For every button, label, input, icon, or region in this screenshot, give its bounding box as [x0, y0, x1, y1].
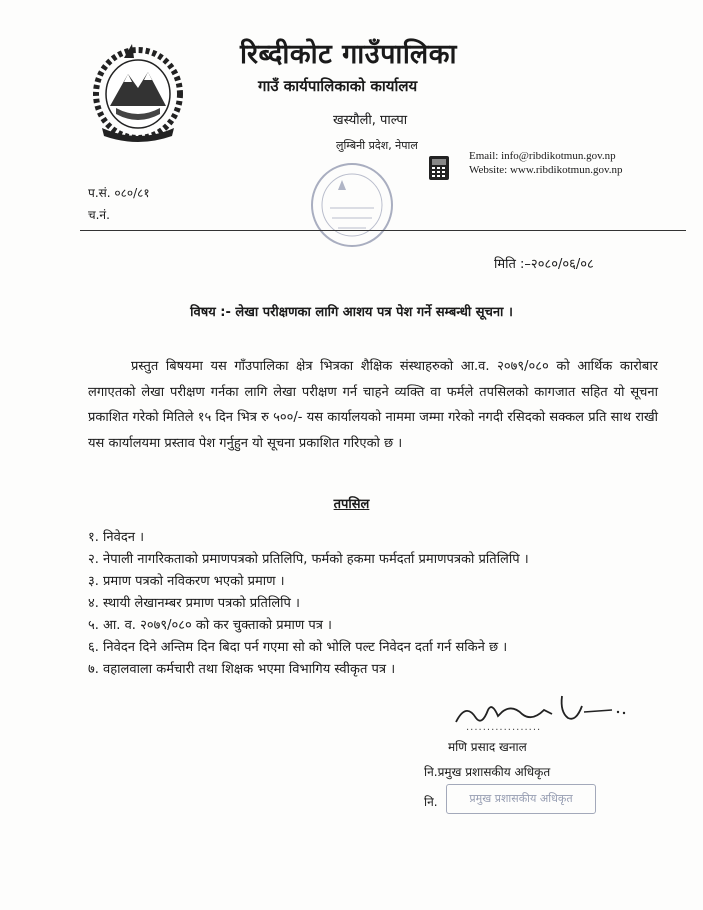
nepal-government-emblem-icon [88, 36, 188, 144]
list-item: १. निवेदन । [88, 530, 145, 545]
address-line-1: खस्यौली, पाल्पा [333, 113, 408, 128]
signature-line: .................. [466, 722, 542, 733]
list-item: २. नेपाली नागरिकताको प्रमाणपत्रको प्रतिलिपि, फर्मको हकमा फर्मदर्ता प्रमाणपत्रको प्रतिलिपि । [88, 552, 529, 567]
address-line-2: लुम्बिनी प्रदेश, नेपाल [336, 139, 418, 152]
list-item: ३. प्रमाण पत्रको नविकरण भएको प्रमाण । [88, 574, 285, 589]
requirements-list [88, 527, 529, 681]
municipality-name: रिब्दीकोट गाउँपालिका [240, 39, 457, 70]
header-divider [80, 230, 686, 231]
designation-stamp: प्रमुख प्रशासकीय अधिकृत [446, 784, 596, 814]
letter-number: प.सं. ०८०/८१ [88, 186, 150, 200]
subject-line: विषय :- लेखा परीक्षणका लागि आशय पत्र पेश गर्ने सम्बन्धी सूचना । [190, 305, 513, 320]
telephone-icon [427, 154, 451, 182]
list-item: ५. आ. व. २०७९/०८० को कर चुक्ताको प्रमाण पत्र । [88, 618, 332, 633]
dispatch-number: च.नं. [88, 208, 110, 222]
signer-prefix: नि. [424, 795, 438, 809]
document-date: मिति :–२०८०/०६/०८ [494, 257, 594, 272]
list-item: ४. स्थायी लेखानम्बर प्रमाण पत्रको प्रतिलिपि । [88, 596, 300, 611]
office-name: गाउँ कार्यपालिकाको कार्यालय [258, 77, 418, 95]
list-heading: तपसिल [333, 497, 370, 512]
website-address: Website: www.ribdikotmun.gov.np [469, 164, 623, 176]
list-item: ७. वहालवाला कर्मचारी तथा शिक्षक भएमा विभागिय स्वीकृत पत्र । [88, 662, 396, 677]
notice-body: प्रस्तुत बिषयमा यस गाँउपालिका क्षेत्र भित्रका शैक्षिक संस्थाहरुको आ.व. २०७९/०८० को आर्थिक कारोबार लगाएतको लेखा परीक्षण गर्नका लागि लेखा परीक्षण गर्न चाहने व्यक्ति वा फर्मले तपसिलको कागजात सहित यो सूचना प्रकाशित गरेको मितिले १५ दिन भित्र रु ५००/- यस कार्यालयको नाममा जम्मा गरेको नगदी रसिदको सक्कल प्रति साथ राखी यस कार्यालयमा प्रस्ताव पेश गर्नुहुन यो सूचना प्रकाशित गरिएको छ । [88, 359, 658, 451]
email-address: Email: info@ribdikotmun.gov.np [469, 150, 616, 162]
signer-title: नि.प्रमुख प्रशासकीय अधिकृत [424, 765, 551, 779]
list-item: ६. निवेदन दिने अन्तिम दिन बिदा पर्न गएमा सो को भोलि पल्ट निवेदन दर्ता गर्न सकिने छ । [88, 640, 508, 655]
office-seal-stamp [308, 160, 396, 250]
signer-name: मणि प्रसाद खनाल [448, 740, 527, 754]
